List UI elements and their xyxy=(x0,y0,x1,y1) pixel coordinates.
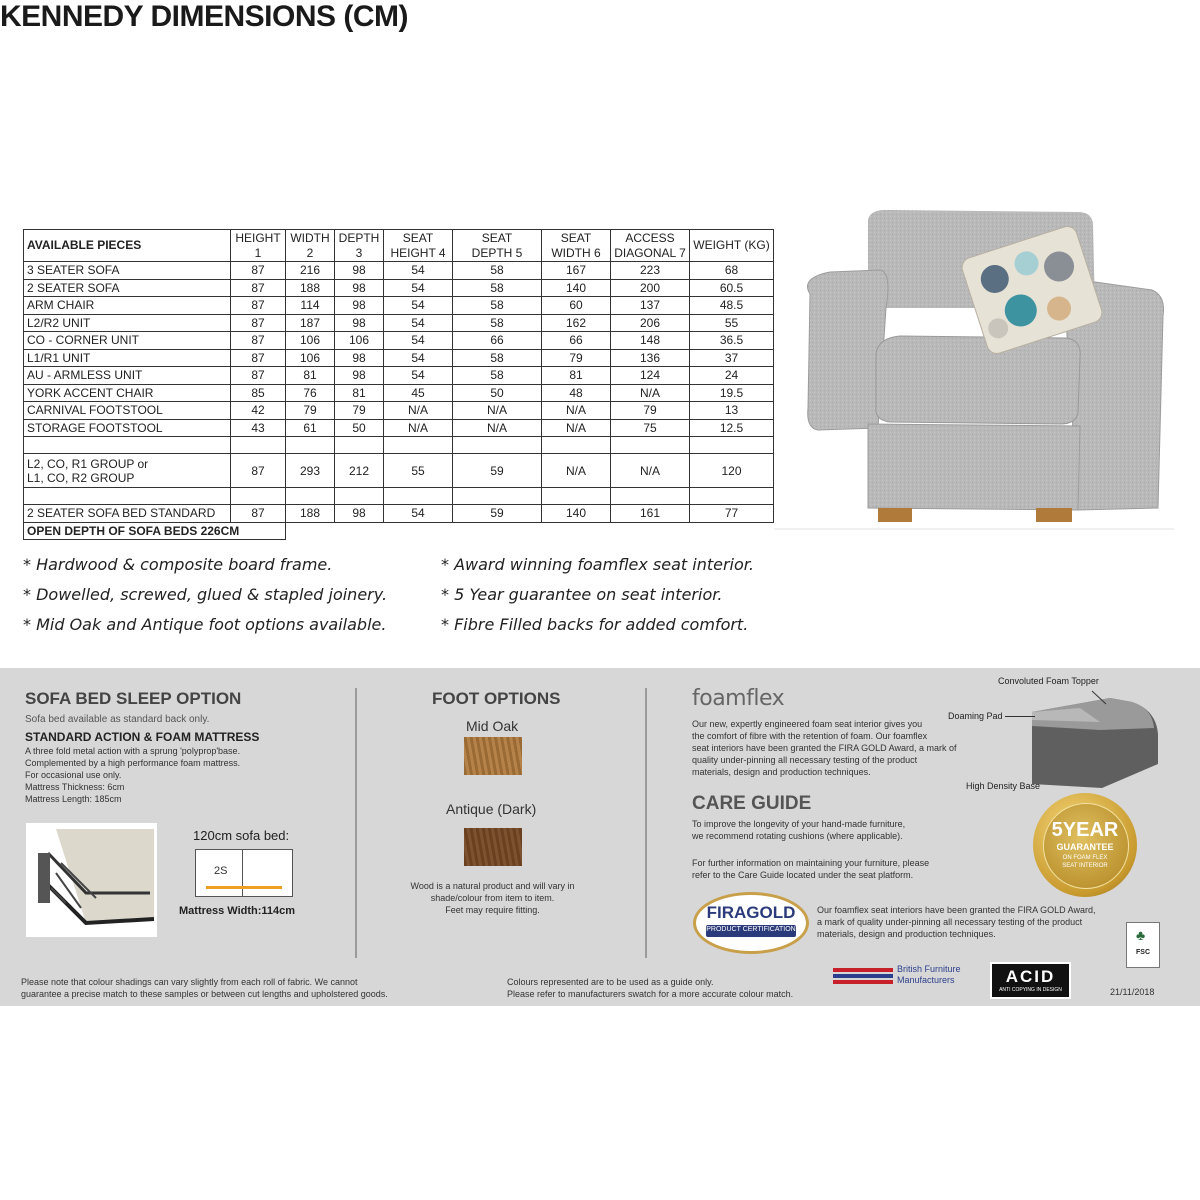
care-para-1: To improve the longevity of your hand-made furniture, we recommend rotating cushions (where applicable). xyxy=(692,819,906,841)
column-header: HEIGHT 1 xyxy=(231,230,286,262)
piece-name-cell: L2, CO, R1 GROUP or L1, CO, R2 GROUP xyxy=(24,454,231,488)
value-cell xyxy=(231,437,286,454)
value-cell: 54 xyxy=(384,367,453,385)
value-cell: 60 xyxy=(542,297,611,315)
value-cell: 87 xyxy=(231,262,286,280)
value-cell xyxy=(335,437,384,454)
value-cell: 216 xyxy=(286,262,335,280)
divider xyxy=(645,688,647,958)
value-cell xyxy=(611,437,690,454)
value-cell: N/A xyxy=(384,402,453,420)
table-row xyxy=(24,419,774,437)
value-cell: N/A xyxy=(542,402,611,420)
value-cell: 54 xyxy=(384,297,453,315)
value-cell: 66 xyxy=(453,332,542,350)
guarantee-mid: GUARANTEE xyxy=(1056,842,1114,852)
value-cell: 161 xyxy=(611,505,690,523)
value-cell: 188 xyxy=(286,279,335,297)
value-cell: 98 xyxy=(335,505,384,523)
column-header: ACCESS DIAGONAL 7 xyxy=(611,230,690,262)
table-body xyxy=(24,262,774,540)
value-cell: 79 xyxy=(611,402,690,420)
table-row xyxy=(24,332,774,350)
bfm-logo xyxy=(833,966,893,988)
table-row xyxy=(24,488,774,505)
value-cell: 60.5 xyxy=(690,279,774,297)
value-cell: 76 xyxy=(286,384,335,402)
features-right xyxy=(441,550,754,640)
feature-item: * Award winning foamflex seat interior. xyxy=(441,555,754,574)
value-cell: N/A xyxy=(542,454,611,488)
footer-middle-note: Colours represented are to be used as a guide only. Please refer to manufacturers swatch for a more accurate colour match. xyxy=(507,977,794,999)
value-cell: 98 xyxy=(335,314,384,332)
sofabed-sub: Sofa bed available as standard back only. xyxy=(25,714,210,725)
bed-diagram xyxy=(195,849,293,897)
value-cell: 50 xyxy=(453,384,542,402)
value-cell: 61 xyxy=(286,419,335,437)
value-cell xyxy=(286,488,335,505)
value-cell: 75 xyxy=(611,419,690,437)
table-row xyxy=(24,437,774,454)
table-row xyxy=(24,279,774,297)
fsc-logo: ♣ FSC xyxy=(1126,922,1160,968)
acid-logo: ACID ANTI COPYING IN DESIGN xyxy=(990,962,1071,999)
value-cell: 81 xyxy=(542,367,611,385)
piece-name-cell: CO - CORNER UNIT xyxy=(24,332,231,350)
value-cell: 124 xyxy=(611,367,690,385)
value-cell: 167 xyxy=(542,262,611,280)
value-cell: N/A xyxy=(384,419,453,437)
value-cell: N/A xyxy=(542,419,611,437)
value-cell: 200 xyxy=(611,279,690,297)
column-header: SEAT WIDTH 6 xyxy=(542,230,611,262)
value-cell: 45 xyxy=(384,384,453,402)
value-cell: 87 xyxy=(231,505,286,523)
feature-item: * Mid Oak and Antique foot options available. xyxy=(23,615,387,634)
value-cell: 54 xyxy=(384,332,453,350)
value-cell: 55 xyxy=(384,454,453,488)
value-cell: 87 xyxy=(231,297,286,315)
table-row xyxy=(24,402,774,420)
value-cell: 13 xyxy=(690,402,774,420)
table-header-row xyxy=(24,230,774,262)
value-cell: 81 xyxy=(335,384,384,402)
value-cell: N/A xyxy=(611,454,690,488)
value-cell: 140 xyxy=(542,279,611,297)
value-cell: 12.5 xyxy=(690,419,774,437)
piece-name-cell: ARM CHAIR xyxy=(24,297,231,315)
foamflex-logo: foamflex xyxy=(692,686,785,711)
value-cell: 37 xyxy=(690,349,774,367)
piece-name-cell: AU - ARMLESS UNIT xyxy=(24,367,231,385)
value-cell: 137 xyxy=(611,297,690,315)
care-para-2: For further information on maintaining your furniture, please refer to the Care Guide located under the seat platform. xyxy=(692,858,930,880)
value-cell: 223 xyxy=(611,262,690,280)
pad-pointer xyxy=(1005,716,1035,717)
divider xyxy=(355,688,357,958)
fira-gold-logo: FIRAGOLD PRODUCT CERTIFICATION xyxy=(693,892,809,954)
table-row xyxy=(24,367,774,385)
foam-layers-diagram xyxy=(1020,690,1165,790)
value-cell: 19.5 xyxy=(690,384,774,402)
piece-name-cell: 2 SEATER SOFA BED STANDARD xyxy=(24,505,231,523)
guarantee-seal xyxy=(1033,793,1137,897)
value-cell xyxy=(384,437,453,454)
value-cell xyxy=(231,488,286,505)
value-cell: 87 xyxy=(231,454,286,488)
value-cell: 43 xyxy=(231,419,286,437)
value-cell: 106 xyxy=(335,332,384,350)
fira-text: Our foamflex seat interiors have been granted the FIRA GOLD Award, a mark of quality under-pinning all necessary testing of the product materials, design and production techniques. xyxy=(817,905,1096,939)
piece-name-cell: STORAGE FOOTSTOOL xyxy=(24,419,231,437)
sofabed-subheading: STANDARD ACTION & FOAM MATTRESS xyxy=(25,730,260,744)
table-row xyxy=(24,384,774,402)
value-cell: 87 xyxy=(231,314,286,332)
piece-name-cell: 2 SEATER SOFA xyxy=(24,279,231,297)
value-cell: 58 xyxy=(453,297,542,315)
page-title: KENNEDY DIMENSIONS (CM) xyxy=(0,0,408,33)
value-cell: 81 xyxy=(286,367,335,385)
value-cell: 58 xyxy=(453,314,542,332)
value-cell: 24 xyxy=(690,367,774,385)
value-cell: 68 xyxy=(690,262,774,280)
value-cell: 48 xyxy=(542,384,611,402)
value-cell: 50 xyxy=(335,419,384,437)
value-cell: 212 xyxy=(335,454,384,488)
piece-name-cell: L1/R1 UNIT xyxy=(24,349,231,367)
value-cell xyxy=(453,488,542,505)
feature-item: * 5 Year guarantee on seat interior. xyxy=(441,585,723,604)
bfm-text: British Furniture Manufacturers xyxy=(897,964,961,985)
column-header: WIDTH 2 xyxy=(286,230,335,262)
column-header: SEAT DEPTH 5 xyxy=(453,230,542,262)
value-cell: 98 xyxy=(335,279,384,297)
table-row xyxy=(24,314,774,332)
value-cell: N/A xyxy=(611,384,690,402)
column-header: AVAILABLE PIECES xyxy=(24,230,231,262)
sofabed-mechanism-image xyxy=(26,823,157,937)
value-cell: 206 xyxy=(611,314,690,332)
value-cell: 98 xyxy=(335,297,384,315)
value-cell: 148 xyxy=(611,332,690,350)
table-row xyxy=(24,454,774,488)
value-cell: 66 xyxy=(542,332,611,350)
table-row xyxy=(24,349,774,367)
piece-name-cell: 3 SEATER SOFA xyxy=(24,262,231,280)
open-depth-note: OPEN DEPTH OF SOFA BEDS 226CM xyxy=(24,522,286,540)
mattress-bar xyxy=(206,886,282,889)
value-cell: 48.5 xyxy=(690,297,774,315)
value-cell xyxy=(384,488,453,505)
wood-note: Wood is a natural product and will vary in shade/colour from item to item. Feet may require fitting. xyxy=(410,881,575,915)
guarantee-small: ON FOAM FLEX xyxy=(1062,855,1108,861)
mattress-width: Mattress Width:114cm xyxy=(179,905,296,917)
value-cell: 87 xyxy=(231,279,286,297)
mid-oak-swatch xyxy=(464,737,522,775)
value-cell: 79 xyxy=(335,402,384,420)
value-cell: 85 xyxy=(231,384,286,402)
value-cell: 59 xyxy=(453,454,542,488)
value-cell: 87 xyxy=(231,367,286,385)
value-cell: 58 xyxy=(453,367,542,385)
value-cell: 42 xyxy=(231,402,286,420)
value-cell: 36.5 xyxy=(690,332,774,350)
value-cell xyxy=(286,437,335,454)
seat-code: 2S xyxy=(214,865,228,877)
value-cell: 98 xyxy=(335,262,384,280)
piece-name-cell xyxy=(24,488,231,505)
foot-option-label: Mid Oak xyxy=(466,718,519,734)
foamflex-text: Our new, expertly engineered foam seat interior gives you the comfort of fibre with the retention of foam. Our foamflex seat interiors have been granted the FIRA GOLD Award, a mark of quality under-pinning all necessary testing of the product materials, design and production techniques. xyxy=(692,719,957,777)
value-cell: 120 xyxy=(690,454,774,488)
column-header: SEAT HEIGHT 4 xyxy=(384,230,453,262)
value-cell: 188 xyxy=(286,505,335,523)
table-row xyxy=(24,262,774,280)
value-cell xyxy=(335,488,384,505)
value-cell: 140 xyxy=(542,505,611,523)
antique-swatch xyxy=(464,828,522,866)
value-cell: 58 xyxy=(453,349,542,367)
value-cell: 293 xyxy=(286,454,335,488)
feature-item: * Fibre Filled backs for added comfort. xyxy=(441,615,749,634)
column-header: DEPTH 3 xyxy=(335,230,384,262)
value-cell: 55 xyxy=(690,314,774,332)
feature-item: * Hardwood & composite board frame. xyxy=(23,555,333,574)
value-cell: 58 xyxy=(453,262,542,280)
value-cell: 54 xyxy=(384,279,453,297)
dimensions-table xyxy=(23,229,774,540)
value-cell: 98 xyxy=(335,349,384,367)
value-cell: 114 xyxy=(286,297,335,315)
value-cell xyxy=(542,488,611,505)
table-row xyxy=(24,297,774,315)
table-row xyxy=(24,522,774,540)
bed-size-label: 120cm sofa bed: xyxy=(193,828,290,843)
value-cell: 54 xyxy=(384,349,453,367)
value-cell: N/A xyxy=(453,402,542,420)
value-cell xyxy=(611,488,690,505)
sofabed-heading: SOFA BED SLEEP OPTION xyxy=(25,689,242,708)
piece-name-cell: YORK ACCENT CHAIR xyxy=(24,384,231,402)
value-cell: 54 xyxy=(384,505,453,523)
guarantee-small: SEAT INTERIOR xyxy=(1062,863,1108,869)
pad-label: Doaming Pad xyxy=(948,711,1003,721)
sofabed-details: A three fold metal action with a sprung 'polyprop'base. Complemented by a high performance foam mattress. For occasional use only. Mattress Thickness: 6cm Mattress Length: 185cm xyxy=(25,746,241,804)
piece-name-cell xyxy=(24,437,231,454)
value-cell: 54 xyxy=(384,314,453,332)
value-cell: 54 xyxy=(384,262,453,280)
value-cell: 136 xyxy=(611,349,690,367)
value-cell: 87 xyxy=(231,349,286,367)
piece-name-cell: CARNIVAL FOOTSTOOL xyxy=(24,402,231,420)
value-cell: 98 xyxy=(335,367,384,385)
date-stamp: 21/11/2018 xyxy=(1110,987,1155,997)
features-left xyxy=(23,550,387,640)
foot-heading: FOOT OPTIONS xyxy=(432,689,561,708)
care-heading: CARE GUIDE xyxy=(692,793,812,814)
tree-icon: ♣ xyxy=(1136,927,1146,943)
value-cell: 187 xyxy=(286,314,335,332)
value-cell xyxy=(453,437,542,454)
value-cell: 162 xyxy=(542,314,611,332)
value-cell: 87 xyxy=(231,332,286,350)
guarantee-big: 5YEAR xyxy=(1051,819,1119,841)
value-cell: 106 xyxy=(286,349,335,367)
armchair-image xyxy=(760,198,1180,538)
piece-name-cell: L2/R2 UNIT xyxy=(24,314,231,332)
topper-label: Convoluted Foam Topper xyxy=(998,676,1099,686)
value-cell: 58 xyxy=(453,279,542,297)
footer-left-note: Please note that colour shadings can vary slightly from each roll of fabric. We cannot guarantee a precise match to these samples or between cut lengths and upholstered goods. xyxy=(21,977,388,999)
column-header: WEIGHT (KG) xyxy=(690,230,774,262)
base-label: High Density Base xyxy=(966,781,1041,791)
feature-item: * Dowelled, screwed, glued & stapled joinery. xyxy=(23,585,388,604)
value-cell: 77 xyxy=(690,505,774,523)
value-cell: 79 xyxy=(286,402,335,420)
value-cell: 79 xyxy=(542,349,611,367)
table-row xyxy=(24,505,774,523)
value-cell xyxy=(542,437,611,454)
value-cell: N/A xyxy=(453,419,542,437)
foot-option-label: Antique (Dark) xyxy=(446,801,537,817)
value-cell: 106 xyxy=(286,332,335,350)
value-cell: 59 xyxy=(453,505,542,523)
